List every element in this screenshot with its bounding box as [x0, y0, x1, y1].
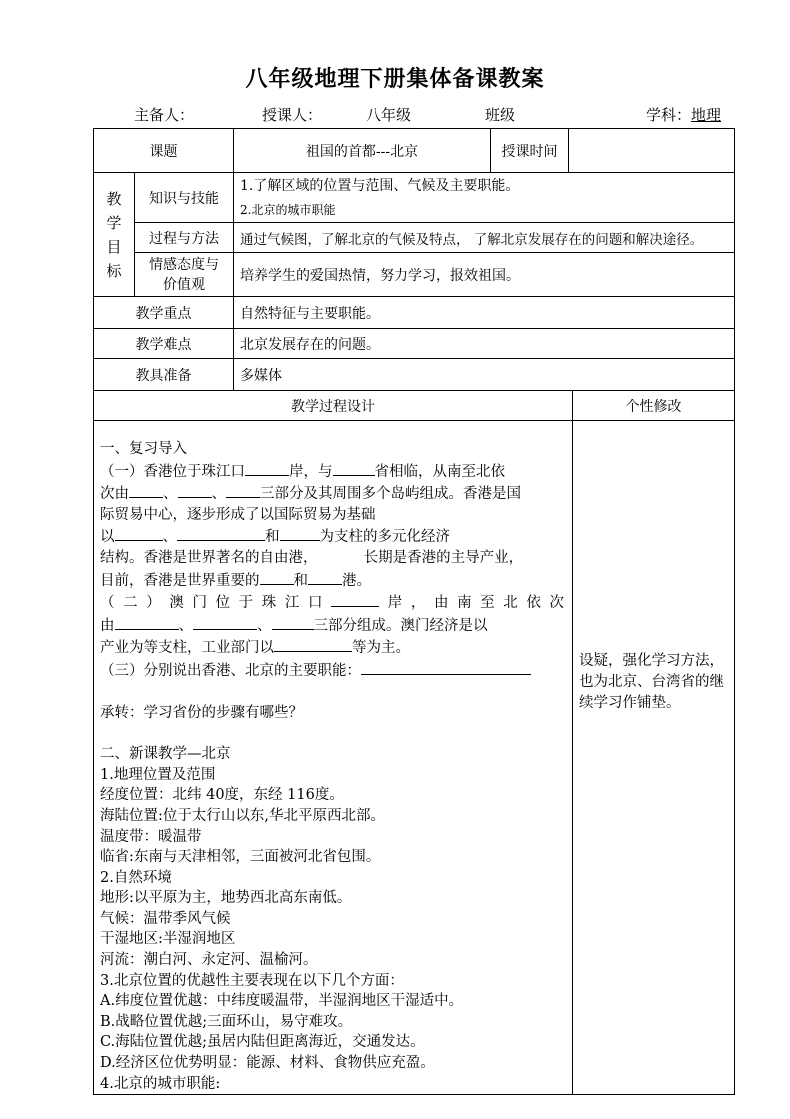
time-label: 授课时间 — [491, 129, 569, 173]
design-label: 教学过程设计 — [94, 391, 573, 421]
text-line: （二）澳门位于珠江口 岸，由南至北依次 — [100, 591, 564, 614]
text-line: 4.北京的城市职能: — [100, 1075, 221, 1092]
subject-field — [646, 104, 721, 125]
topic-label: 课题 — [94, 129, 234, 173]
text-line: （一）香港位于珠江口 岸，与 省相临，从南至北依 — [100, 460, 564, 483]
teaching-goals-label — [94, 173, 135, 297]
knowledge-label: 知识与技能 — [135, 173, 234, 223]
difficulty-value: 北京发展存在的问题。 — [234, 329, 735, 359]
topic-value: 祖国的首都---北京 — [234, 129, 491, 173]
process-content — [94, 421, 573, 1095]
text-line: 温度带：暖温带 — [100, 828, 202, 845]
text-line: 际贸易中心，逐步形成了以国际贸易为基础 — [100, 506, 376, 523]
text-line: 干湿地区:半湿润地区 — [100, 931, 236, 948]
text-line: 目前，香港是世界重要的 和 港。 — [100, 569, 564, 592]
personal-note: 设疑，强化学习方法，也为北京、台湾省的继续学习作铺垫。 — [573, 421, 735, 1095]
text-line: 一、复习导入 — [100, 441, 187, 457]
process-value: 通过气候图，了解北京的气候及特点， 了解北京发展存在的问题和解决途径。 — [234, 223, 735, 253]
text-line: 以 、 和 为支柱的多元化经济 — [100, 525, 564, 548]
preparer-label: 主备人： — [134, 106, 195, 124]
knowledge-line-1: 1.了解区域的位置与范围、气候及主要职能。 — [240, 177, 520, 194]
text-line: 3.北京位置的优越性主要表现在以下几个方面： — [100, 972, 404, 989]
text-line: 承转：学习省份的步骤有哪些？ — [100, 704, 303, 721]
text-line: B.战略位置优越;三面环山，易守难攻。 — [100, 1013, 353, 1030]
goal-char: 标 — [106, 261, 122, 280]
text-line: D.经济区位优势明显：能源、材料、食物供应充盈。 — [100, 1055, 435, 1072]
attitude-label-line-1: 情感态度与 — [149, 256, 219, 273]
text-line: A.纬度位置优越：中纬度暖温带，半湿润地区干湿适中。 — [100, 993, 464, 1010]
text-line: 2.自然环境 — [100, 869, 172, 886]
text-line: 1.地理位置及范围 — [100, 766, 216, 783]
focus-label: 教学重点 — [94, 297, 234, 329]
attitude-label-line-2: 价值观 — [163, 276, 205, 293]
text-line: （三）分别说出香港、北京的主要职能： — [100, 659, 564, 682]
time-value — [569, 129, 735, 173]
goal-char: 教 — [106, 189, 122, 208]
class-label: 班级 — [485, 106, 516, 124]
tools-label: 教具准备 — [94, 359, 234, 391]
process-label: 过程与方法 — [135, 223, 234, 253]
difficulty-label: 教学难点 — [94, 329, 234, 359]
text-line: 海陆位置:位于太行山以东,华北平原西北部。 — [100, 807, 385, 824]
text-line: 地形:以平原为主，地势西北高东南低。 — [100, 890, 352, 907]
focus-value: 自然特征与主要职能。 — [234, 297, 735, 329]
subject-value: 地理 — [691, 106, 722, 124]
text-line: 河流：潮白河、永定河、温榆河。 — [100, 952, 318, 969]
page-title: 八年级地理下册集体备课教案 — [245, 66, 545, 92]
knowledge-line-2: 2.北京的城市职能 — [240, 202, 336, 217]
text-line: 由 、 、 三部分组成。澳门经济是以 — [100, 614, 564, 637]
text-line: 产业为等支柱，工业部门以 等为主。 — [100, 636, 564, 659]
lecturer-label: 授课人： — [262, 106, 323, 124]
personal-label: 个性修改 — [573, 391, 735, 421]
text-line: 结构。香港是世界著名的自由港， 长期是香港的主导产业， — [100, 549, 524, 566]
text-line: 次由 、 、 三部分及其周围多个岛屿组成。香港是国 — [100, 482, 564, 505]
grade-label: 八年级 — [366, 106, 412, 124]
subject-label: 学科： — [646, 106, 692, 124]
text-line: 临省:东南与天津相邻，三面被河北省包围。 — [100, 849, 381, 866]
text-line: 二、新课教学—北京 — [100, 746, 231, 763]
text-line: 经度位置：北纬 40度，东经 116度。 — [100, 787, 344, 804]
knowledge-value — [234, 173, 735, 223]
lesson-plan-table — [93, 128, 735, 1095]
attitude-label — [135, 253, 234, 297]
goal-char: 学 — [106, 213, 122, 232]
attitude-value: 培养学生的爱国热情，努力学习，报效祖国。 — [234, 253, 735, 297]
tools-value: 多媒体 — [234, 359, 735, 391]
text-line: 气候：温带季风气候 — [100, 910, 231, 927]
goal-char: 目 — [106, 237, 122, 256]
text-line: C.海陆位置优越;虽居内陆但距离海近，交通发达。 — [100, 1034, 425, 1051]
